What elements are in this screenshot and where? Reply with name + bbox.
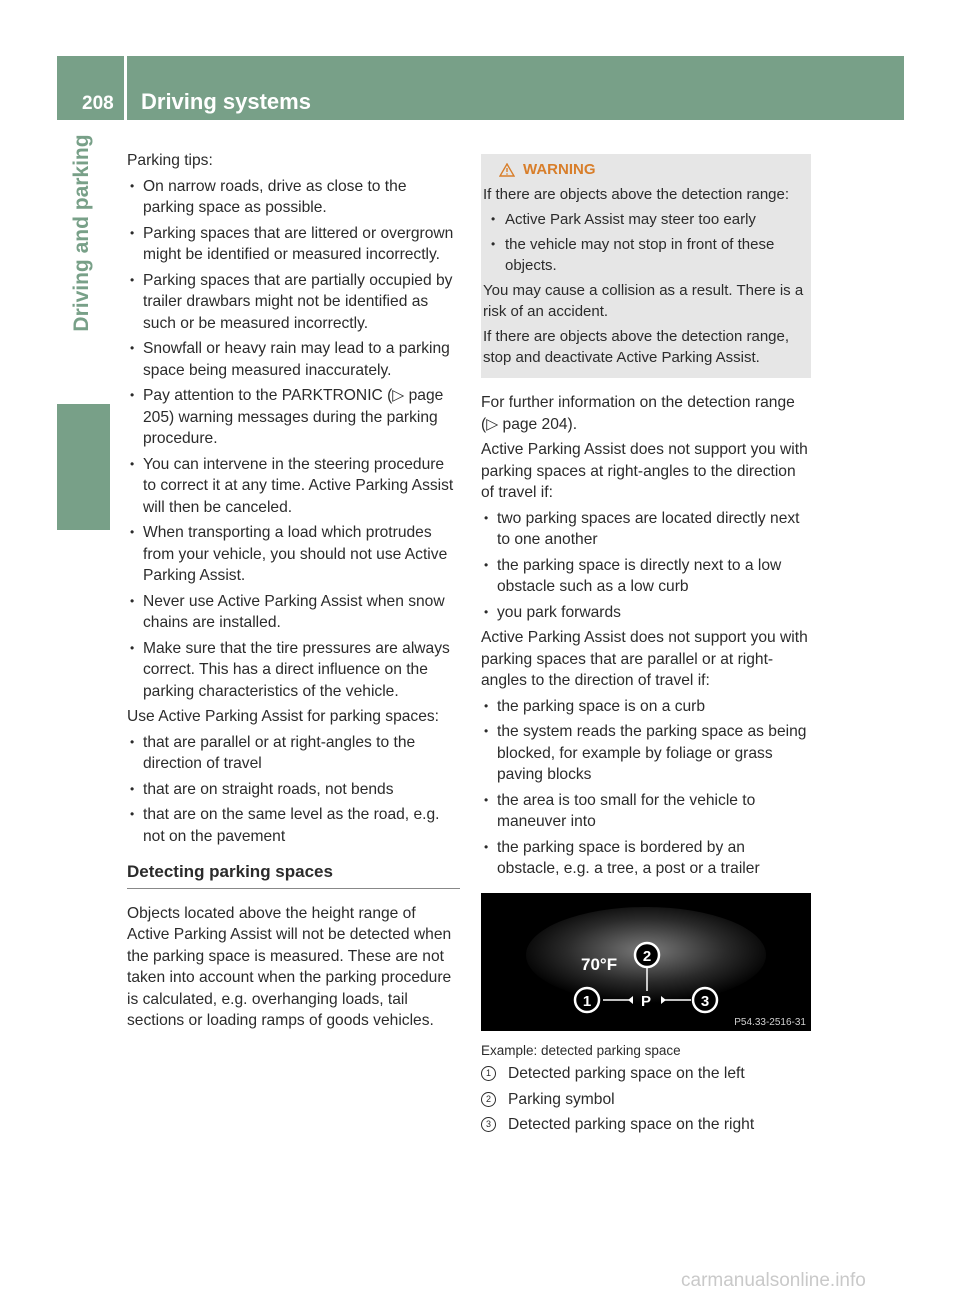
- list-item: • you park forwards: [481, 602, 811, 624]
- not-support-2-intro: Active Parking Assist does not support you with parking spaces that are parallel or at right-angles to the direction of travel if:: [481, 629, 808, 689]
- display-illustration: [481, 893, 811, 1031]
- warning-triangle-icon: [499, 163, 515, 177]
- use-intro: Use Active Parking Assist for parking spaces:: [127, 708, 440, 725]
- list-item: • the system reads the parking space as being blocked, for example by foliage or grass paving blocks: [481, 721, 811, 786]
- list-item: • the parking space is directly next to a low obstacle such as a low curb: [481, 555, 811, 598]
- legend-item: [481, 1089, 811, 1111]
- side-tab-block: [57, 404, 110, 530]
- list-item: • the vehicle may not stop in front of these objects.: [483, 234, 805, 276]
- legend-number: 3: [481, 1117, 496, 1132]
- warning-para-1: You may cause a collision as a result. There is a risk of an accident.: [483, 282, 804, 320]
- callout-3-label: 3: [700, 993, 710, 1010]
- list-item: • that are parallel or at right-angles to the direction of travel: [127, 732, 460, 775]
- legend-text: Detected parking space on the right: [508, 1116, 755, 1133]
- list-item: • Parking spaces that are littered or overgrown might be identified or measured incorrectly.: [127, 223, 460, 266]
- parking-tips-list: [127, 176, 460, 703]
- callout-1-label: 1: [582, 993, 592, 1010]
- list-item: • Pay attention to the PARKTRONIC (▷ page 205) warning messages during the parking procedure.: [127, 385, 460, 450]
- parking-symbol-label: P: [641, 993, 652, 1010]
- warning-para-2: If there are objects above the detection range, stop and deactivate Active Parking Assist.: [483, 328, 790, 366]
- list-item: • the parking space is bordered by an obstacle, e.g. a tree, a post or a trailer: [481, 837, 811, 880]
- not-support-1-intro: Active Parking Assist does not support you with parking spaces at right-angles to the direction of travel if:: [481, 441, 808, 501]
- list-item: • On narrow roads, drive as close to the parking space as possible.: [127, 176, 460, 219]
- parking-symbol-icon: [641, 993, 651, 1010]
- section-title: Driving systems: [141, 89, 311, 114]
- list-item: • Make sure that the tire pressures are always correct. This has a direct influence on the parking characteristics of the vehicle.: [127, 638, 460, 703]
- header-divider: [124, 56, 127, 120]
- parking-tips-intro: Parking tips:: [127, 152, 213, 169]
- list-item: • two parking spaces are located directly next to one another: [481, 508, 811, 551]
- legend-text: Detected parking space on the left: [508, 1065, 745, 1082]
- right-column: [481, 392, 811, 884]
- list-item: • that are on straight roads, not bends: [127, 779, 460, 801]
- figure-code: P54.33-2516-31: [734, 1017, 806, 1028]
- warning-header: [499, 159, 805, 180]
- callout-1: [575, 988, 599, 1012]
- figure-caption: Example: detected parking space: [481, 1043, 681, 1058]
- list-item: • that are on the same level as the road, e.g. not on the pavement: [127, 804, 460, 847]
- legend-item: [481, 1114, 811, 1136]
- list-item: • the parking space is on a curb: [481, 696, 811, 718]
- list-item: • Never use Active Parking Assist when snow chains are installed.: [127, 591, 460, 634]
- legend-number: 1: [481, 1066, 496, 1081]
- callout-2-label: 2: [642, 948, 652, 965]
- not-support-1-list: [481, 508, 811, 624]
- legend-number: 2: [481, 1092, 496, 1107]
- detecting-paragraph: Objects located above the height range of Active Parking Assist will not be detected when the parking space is measured. These are not taken into account when the parking procedure is calculated, e.g. overhanging loads, tail sections or loading ramps of goods vehicles.: [127, 904, 452, 1029]
- watermark: carmanualsonline.info: [681, 1270, 866, 1291]
- list-item: • Parking spaces that are partially occupied by trailer drawbars might not be identified as such or be measured incorrectly.: [127, 270, 460, 335]
- figure-legend: [481, 1063, 811, 1140]
- warning-title: WARNING: [523, 161, 596, 178]
- list-item: • When transporting a load which protrudes from your vehicle, you should not use Active Parking Assist.: [127, 522, 460, 587]
- left-column: [127, 150, 460, 1036]
- page-number: 208: [82, 93, 114, 114]
- use-list: [127, 732, 460, 848]
- not-support-2-list: [481, 696, 811, 880]
- legend-text: Parking symbol: [508, 1090, 615, 1108]
- list-item: • Snowfall or heavy rain may lead to a parking space being measured inaccurately.: [127, 338, 460, 381]
- legend-item: [481, 1063, 811, 1085]
- subheading-detecting: Detecting parking spaces: [127, 861, 460, 889]
- list-item: • Active Park Assist may steer too early: [483, 209, 805, 230]
- warning-box: [481, 154, 811, 378]
- callout-2: [635, 943, 659, 967]
- list-item: • the area is too small for the vehicle to maneuver into: [481, 790, 811, 833]
- side-tab-label: Driving and parking: [70, 134, 93, 332]
- parking-display-figure: [481, 893, 811, 1031]
- warning-list: [483, 209, 805, 276]
- further-info: For further information on the detection range (▷ page 204).: [481, 394, 795, 433]
- callout-3: [693, 988, 717, 1012]
- warning-intro: If there are objects above the detection range:: [483, 186, 790, 203]
- list-item: • You can intervene in the steering procedure to correct it at any time. Active Parking Assist will then be canceled.: [127, 454, 460, 519]
- temperature-readout: 70°F: [581, 955, 618, 974]
